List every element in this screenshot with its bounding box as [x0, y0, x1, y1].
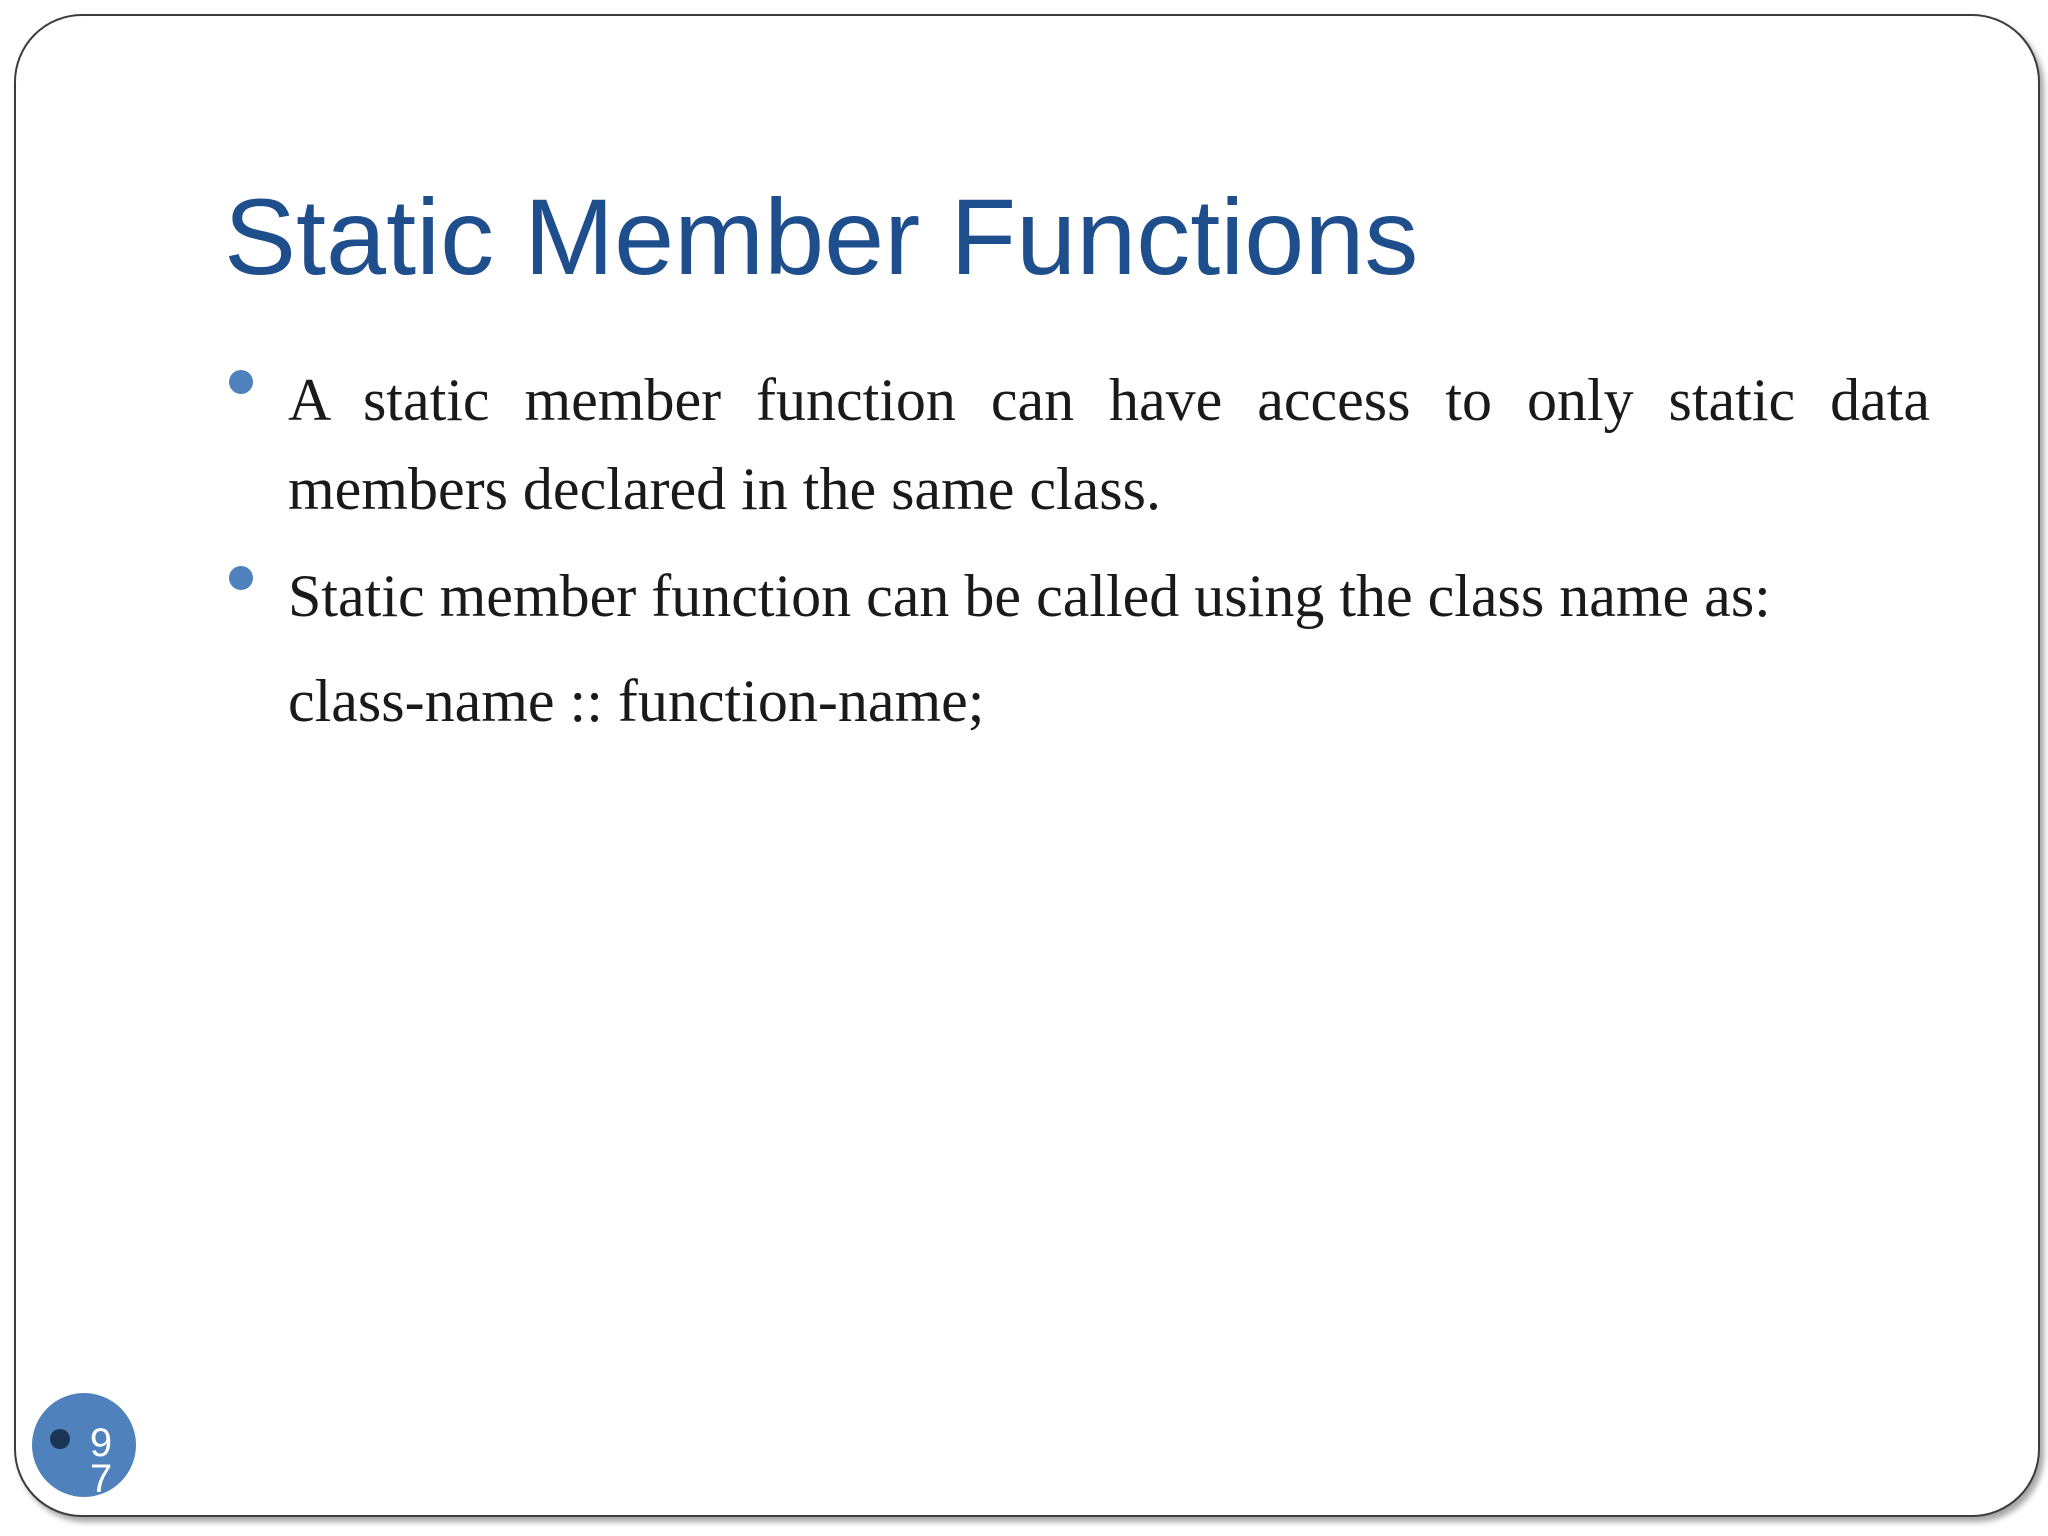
bullet-item	[224, 552, 1930, 746]
bullet-dot-icon	[229, 566, 253, 590]
page-number: 97	[89, 1421, 113, 1497]
page-number-badge	[32, 1393, 136, 1497]
bullet-item	[224, 356, 1930, 534]
bullet-dot-icon	[229, 370, 253, 394]
bullet-list	[224, 356, 1930, 746]
dot-icon	[50, 1429, 70, 1449]
bullet-text: Static member function can be called using the class name as:	[288, 563, 1771, 629]
call-syntax: class-name :: function-name;	[288, 668, 985, 734]
slide-title: Static Member Functions	[224, 176, 1419, 297]
bullet-text: A static member function can have access to only static data members declared in the same class.	[288, 367, 1930, 522]
